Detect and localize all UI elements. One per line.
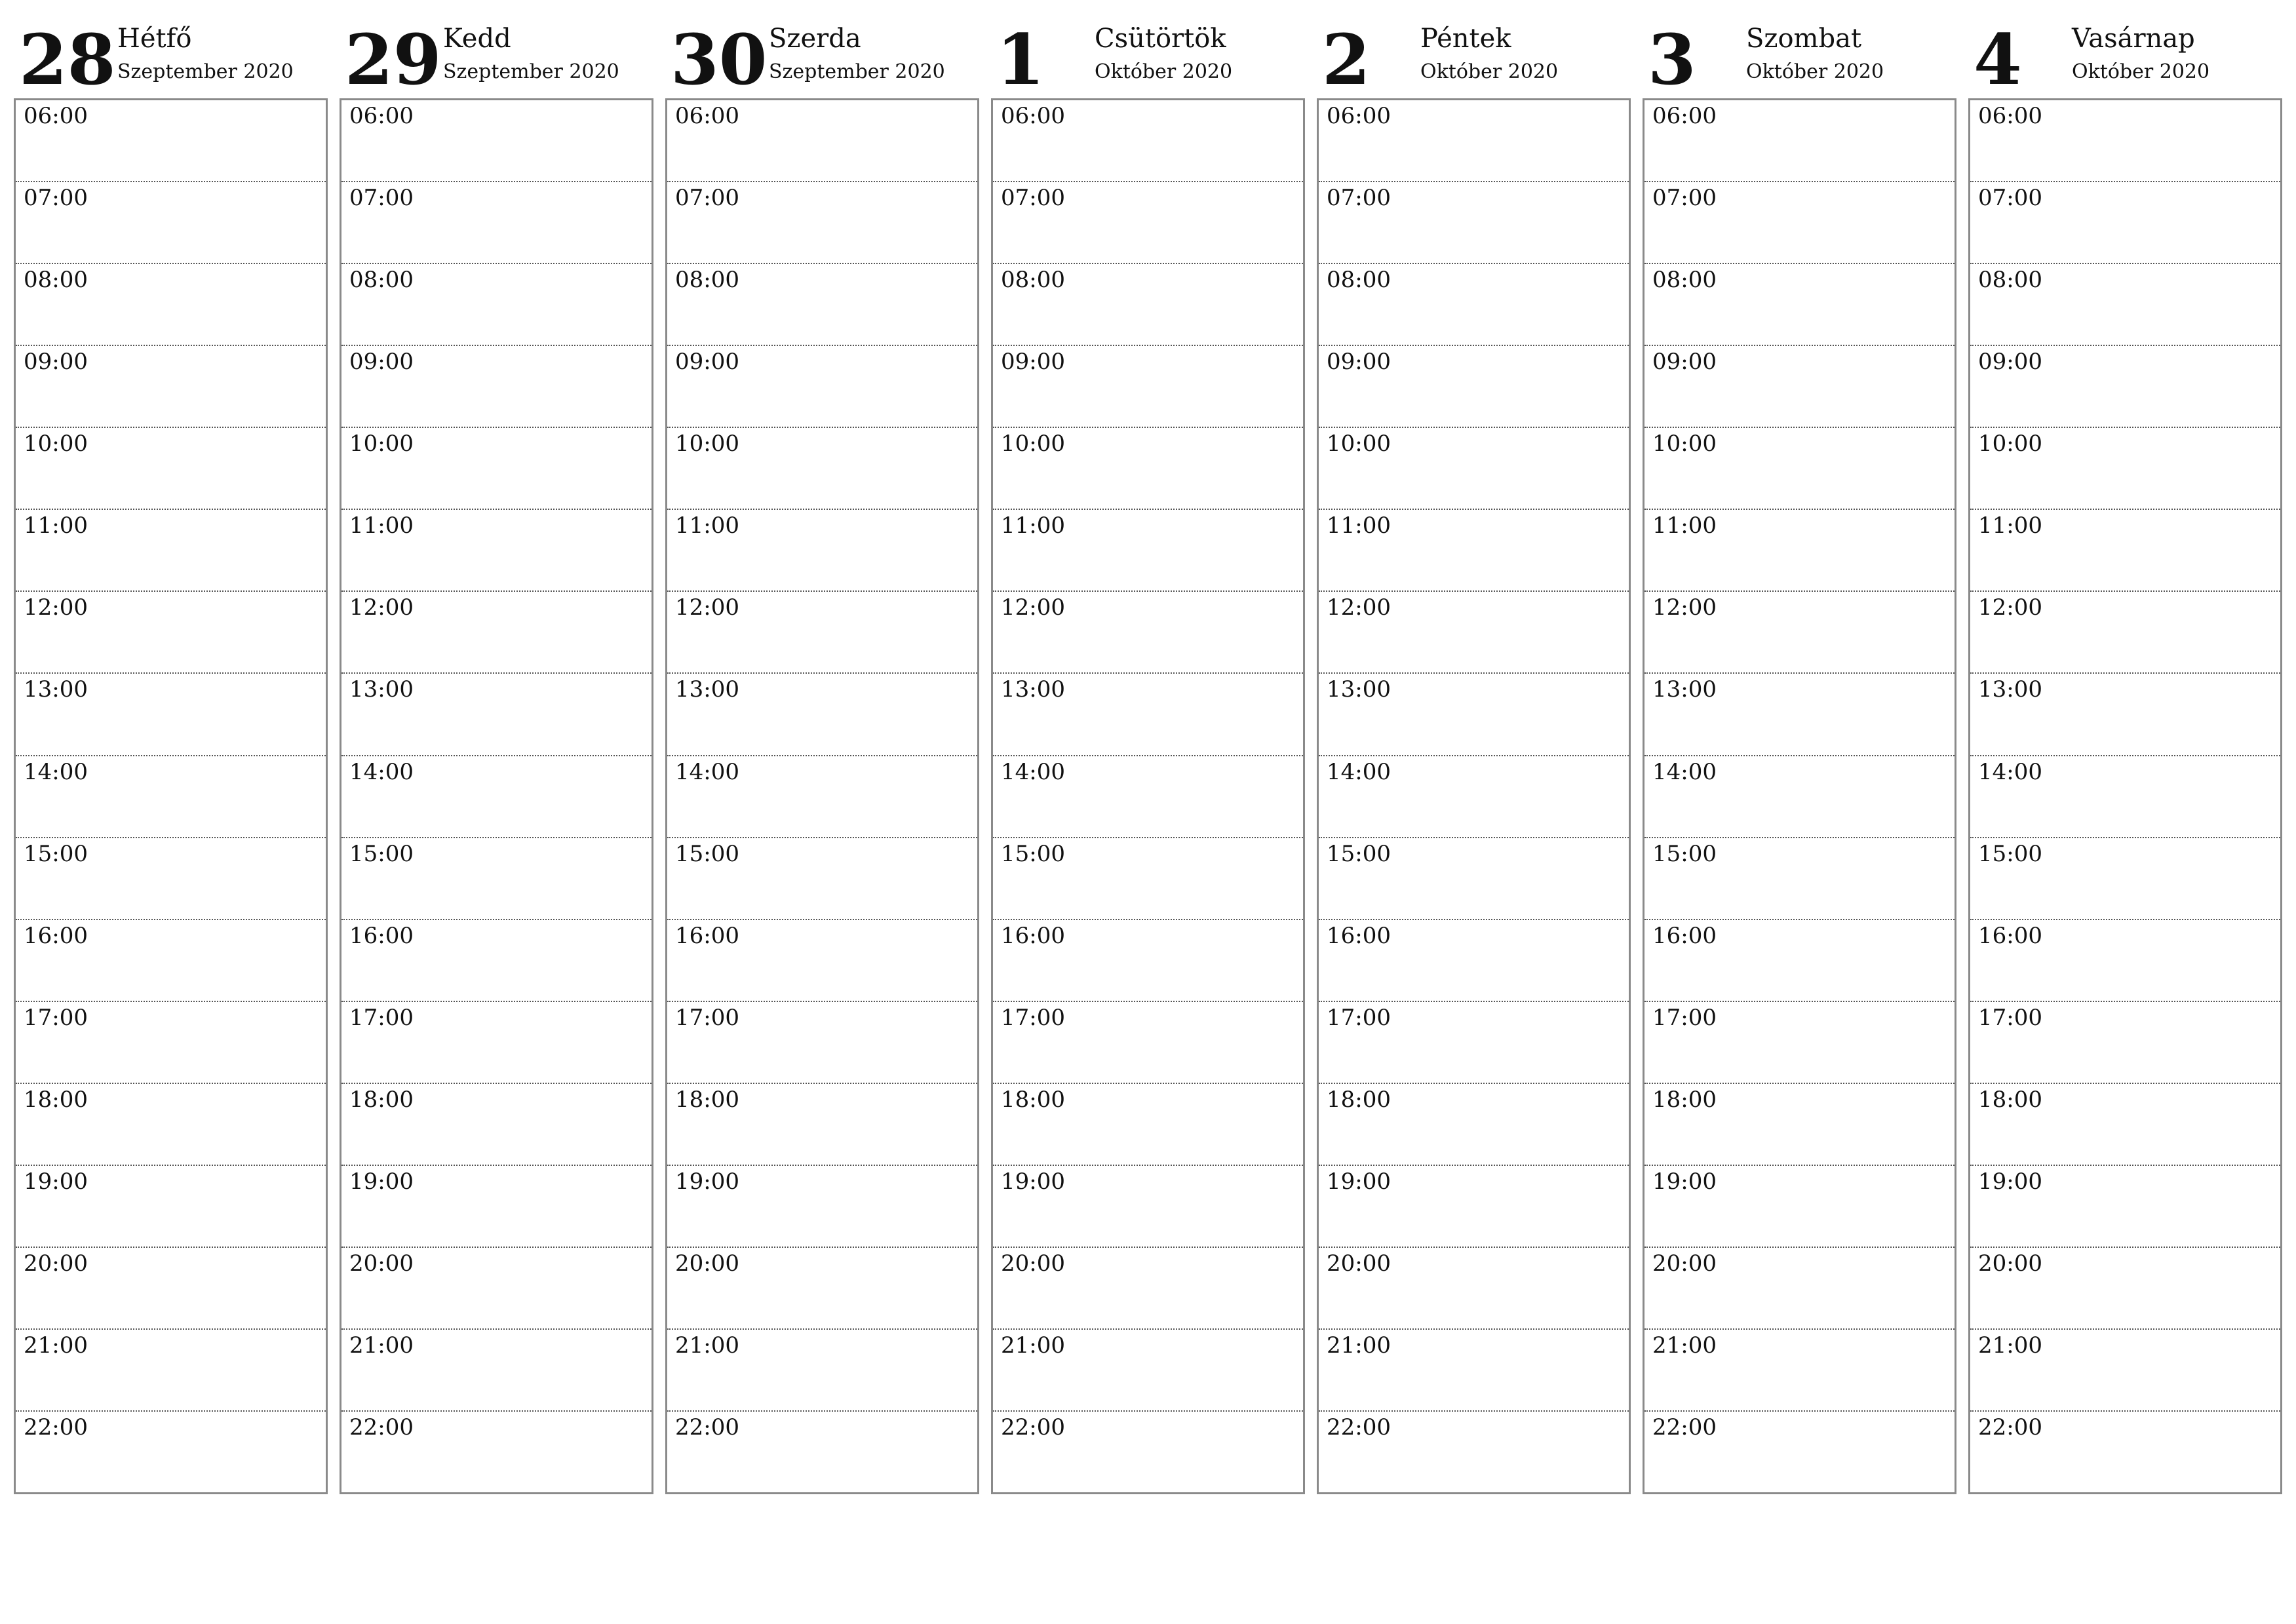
time-label: 12:00 <box>1652 594 1717 621</box>
time-label: 17:00 <box>1652 1004 1717 1031</box>
day-header <box>1643 7 1956 98</box>
time-label: 22:00 <box>675 1414 739 1440</box>
day-header <box>1317 7 1631 98</box>
time-slot[interactable] <box>993 182 1303 264</box>
time-slot[interactable] <box>1970 510 2280 592</box>
time-slot[interactable] <box>16 1330 326 1412</box>
time-slot[interactable] <box>1970 1412 2280 1492</box>
time-label: 07:00 <box>1652 185 1717 212</box>
time-label: 13:00 <box>1978 676 2042 703</box>
time-label: 17:00 <box>1001 1004 1065 1031</box>
time-slot[interactable] <box>1319 1166 1629 1248</box>
time-slot[interactable] <box>341 1330 652 1412</box>
time-slot[interactable] <box>667 756 977 838</box>
time-slot[interactable] <box>1970 1084 2280 1166</box>
time-slot[interactable] <box>993 510 1303 592</box>
time-slot[interactable] <box>1644 1084 1955 1166</box>
time-slot[interactable] <box>16 182 326 264</box>
time-label: 16:00 <box>349 922 414 949</box>
time-slot[interactable] <box>993 1002 1303 1084</box>
time-label: 20:00 <box>1652 1250 1717 1277</box>
time-label: 12:00 <box>349 594 414 621</box>
day-meta <box>1746 24 1884 86</box>
time-slot[interactable] <box>341 592 652 674</box>
day-number: 1 <box>996 18 1045 100</box>
time-label: 21:00 <box>24 1332 88 1359</box>
day-column <box>340 7 653 1501</box>
day-meta <box>443 24 619 86</box>
time-slot[interactable] <box>341 182 652 264</box>
time-slot[interactable] <box>1319 920 1629 1002</box>
time-label: 11:00 <box>24 512 88 539</box>
time-slot[interactable] <box>341 756 652 838</box>
time-label: 12:00 <box>1001 594 1065 621</box>
time-label: 06:00 <box>1001 103 1065 129</box>
time-slot[interactable] <box>1644 756 1955 838</box>
time-label: 14:00 <box>1652 758 1717 785</box>
time-slot[interactable] <box>993 100 1303 182</box>
time-label: 18:00 <box>349 1086 414 1113</box>
time-slot[interactable] <box>1970 838 2280 920</box>
time-label: 10:00 <box>24 431 88 457</box>
time-slot[interactable] <box>16 264 326 346</box>
weekday-label: Vasárnap <box>2072 24 2195 54</box>
time-label: 17:00 <box>1978 1004 2042 1031</box>
time-slot[interactable] <box>341 1084 652 1166</box>
time-label: 19:00 <box>349 1168 414 1195</box>
time-slot[interactable] <box>341 510 652 592</box>
month-year-label: Szeptember 2020 <box>117 60 294 83</box>
time-slot[interactable] <box>1644 428 1955 510</box>
time-slots-box <box>1643 98 1956 1494</box>
time-label: 15:00 <box>675 840 739 867</box>
time-slot[interactable] <box>993 1330 1303 1412</box>
time-slot[interactable] <box>341 346 652 428</box>
time-label: 22:00 <box>24 1414 88 1440</box>
time-slot[interactable] <box>993 920 1303 1002</box>
time-label: 12:00 <box>24 594 88 621</box>
time-slot[interactable] <box>1644 346 1955 428</box>
time-slot[interactable] <box>667 1330 977 1412</box>
time-label: 13:00 <box>1327 676 1391 703</box>
time-label: 19:00 <box>1978 1168 2042 1195</box>
time-slot[interactable] <box>667 1412 977 1492</box>
time-slot[interactable] <box>667 674 977 756</box>
time-slot[interactable] <box>16 674 326 756</box>
weekday-label: Szombat <box>1746 24 1862 54</box>
time-label: 06:00 <box>1978 103 2042 129</box>
time-slot[interactable] <box>1970 592 2280 674</box>
time-label: 10:00 <box>1652 431 1717 457</box>
time-label: 19:00 <box>675 1168 739 1195</box>
time-slot[interactable] <box>1970 428 2280 510</box>
time-label: 18:00 <box>1652 1086 1717 1113</box>
time-slot[interactable] <box>1319 838 1629 920</box>
time-label: 08:00 <box>675 267 739 294</box>
time-label: 13:00 <box>1652 676 1717 703</box>
time-label: 07:00 <box>1001 185 1065 212</box>
day-number: 2 <box>1322 18 1371 100</box>
time-slot[interactable] <box>1644 674 1955 756</box>
time-label: 16:00 <box>1652 922 1717 949</box>
time-label: 08:00 <box>24 267 88 294</box>
time-slot[interactable] <box>1319 510 1629 592</box>
time-label: 15:00 <box>1978 840 2042 867</box>
time-slot[interactable] <box>16 428 326 510</box>
time-slots-box <box>1968 98 2282 1494</box>
time-slot[interactable] <box>16 592 326 674</box>
time-label: 07:00 <box>24 185 88 212</box>
time-slot[interactable] <box>667 428 977 510</box>
time-slot[interactable] <box>16 756 326 838</box>
time-label: 14:00 <box>1327 758 1391 785</box>
time-label: 21:00 <box>675 1332 739 1359</box>
time-label: 09:00 <box>675 349 739 376</box>
time-slot[interactable] <box>667 920 977 1002</box>
time-label: 15:00 <box>349 840 414 867</box>
day-column <box>1317 7 1631 1501</box>
time-slot[interactable] <box>993 428 1303 510</box>
day-meta <box>2072 24 2209 86</box>
time-label: 09:00 <box>1327 349 1391 376</box>
day-number: 30 <box>671 18 768 100</box>
time-slot[interactable] <box>1319 1248 1629 1330</box>
time-slot[interactable] <box>993 346 1303 428</box>
time-slot[interactable] <box>1644 100 1955 182</box>
time-slot[interactable] <box>1319 756 1629 838</box>
time-label: 10:00 <box>1001 431 1065 457</box>
day-number: 3 <box>1648 18 1696 100</box>
time-label: 18:00 <box>1001 1086 1065 1113</box>
month-year-label: Október 2020 <box>1420 60 1559 83</box>
time-slot[interactable] <box>667 592 977 674</box>
day-header <box>14 7 328 98</box>
time-label: 21:00 <box>1652 1332 1717 1359</box>
day-column <box>1643 7 1956 1501</box>
time-slots-box <box>991 98 1305 1494</box>
time-label: 11:00 <box>1652 512 1717 539</box>
time-label: 15:00 <box>1001 840 1065 867</box>
time-label: 12:00 <box>1327 594 1391 621</box>
month-year-label: Szeptember 2020 <box>769 60 945 83</box>
time-label: 19:00 <box>1327 1168 1391 1195</box>
day-number: 28 <box>19 18 116 100</box>
time-label: 15:00 <box>1652 840 1717 867</box>
time-label: 07:00 <box>675 185 739 212</box>
time-slot[interactable] <box>1319 1330 1629 1412</box>
time-slot[interactable] <box>993 1412 1303 1492</box>
weekday-label: Péntek <box>1420 24 1511 54</box>
time-slot[interactable] <box>667 182 977 264</box>
time-slot[interactable] <box>1970 264 2280 346</box>
time-label: 16:00 <box>1327 922 1391 949</box>
time-slot[interactable] <box>667 346 977 428</box>
time-slot[interactable] <box>993 1166 1303 1248</box>
time-slot[interactable] <box>1319 1002 1629 1084</box>
time-slot[interactable] <box>16 838 326 920</box>
time-label: 11:00 <box>675 512 739 539</box>
time-slot[interactable] <box>341 1166 652 1248</box>
time-slot[interactable] <box>1970 1002 2280 1084</box>
time-label: 19:00 <box>1652 1168 1717 1195</box>
time-slot[interactable] <box>993 592 1303 674</box>
day-meta <box>1095 24 1232 86</box>
time-label: 06:00 <box>1652 103 1717 129</box>
time-slot[interactable] <box>1644 1248 1955 1330</box>
time-label: 15:00 <box>24 840 88 867</box>
month-year-label: Október 2020 <box>2072 60 2210 83</box>
time-label: 16:00 <box>1978 922 2042 949</box>
time-label: 19:00 <box>24 1168 88 1195</box>
time-label: 21:00 <box>1978 1332 2042 1359</box>
time-label: 10:00 <box>1978 431 2042 457</box>
time-label: 18:00 <box>675 1086 739 1113</box>
day-number: 29 <box>345 18 442 100</box>
time-label: 16:00 <box>675 922 739 949</box>
time-label: 10:00 <box>1327 431 1391 457</box>
time-slot[interactable] <box>1644 1412 1955 1492</box>
day-column <box>665 7 979 1501</box>
time-label: 21:00 <box>1327 1332 1391 1359</box>
time-label: 09:00 <box>1001 349 1065 376</box>
time-slot[interactable] <box>667 838 977 920</box>
time-slot[interactable] <box>16 920 326 1002</box>
time-slot[interactable] <box>1644 182 1955 264</box>
time-label: 08:00 <box>1001 267 1065 294</box>
day-header <box>1968 7 2282 98</box>
time-label: 20:00 <box>24 1250 88 1277</box>
time-label: 08:00 <box>1327 267 1391 294</box>
weekday-label: Csütörtök <box>1095 24 1226 54</box>
month-year-label: Október 2020 <box>1746 60 1884 83</box>
day-header <box>991 7 1305 98</box>
time-slot[interactable] <box>993 674 1303 756</box>
time-label: 20:00 <box>1327 1250 1391 1277</box>
time-slot[interactable] <box>667 1084 977 1166</box>
time-label: 18:00 <box>1978 1086 2042 1113</box>
day-header <box>340 7 653 98</box>
day-meta <box>117 24 294 86</box>
time-label: 16:00 <box>24 922 88 949</box>
day-column <box>14 7 328 1501</box>
time-label: 13:00 <box>349 676 414 703</box>
time-slot[interactable] <box>16 1084 326 1166</box>
time-label: 22:00 <box>1327 1414 1391 1440</box>
time-slot[interactable] <box>1319 100 1629 182</box>
time-label: 15:00 <box>1327 840 1391 867</box>
time-slot[interactable] <box>1644 1166 1955 1248</box>
time-label: 11:00 <box>1001 512 1065 539</box>
time-slot[interactable] <box>1644 838 1955 920</box>
time-label: 22:00 <box>349 1414 414 1440</box>
time-slot[interactable] <box>341 264 652 346</box>
time-label: 22:00 <box>1978 1414 2042 1440</box>
time-slot[interactable] <box>341 1002 652 1084</box>
time-slot[interactable] <box>1970 346 2280 428</box>
time-slot[interactable] <box>1970 1248 2280 1330</box>
time-slot[interactable] <box>1970 674 2280 756</box>
time-label: 22:00 <box>1652 1414 1717 1440</box>
time-label: 18:00 <box>1327 1086 1391 1113</box>
time-label: 13:00 <box>1001 676 1065 703</box>
month-year-label: Október 2020 <box>1095 60 1233 83</box>
time-label: 09:00 <box>349 349 414 376</box>
time-slot[interactable] <box>667 1166 977 1248</box>
time-label: 17:00 <box>349 1004 414 1031</box>
time-slot[interactable] <box>1644 1330 1955 1412</box>
time-label: 06:00 <box>675 103 739 129</box>
time-slot[interactable] <box>1319 346 1629 428</box>
time-slots-box <box>1317 98 1631 1494</box>
time-slots-box <box>340 98 653 1494</box>
time-slot[interactable] <box>1319 592 1629 674</box>
time-slot[interactable] <box>16 510 326 592</box>
time-slot[interactable] <box>16 346 326 428</box>
time-label: 07:00 <box>1327 185 1391 212</box>
time-slot[interactable] <box>341 920 652 1002</box>
day-column <box>1968 7 2282 1501</box>
time-slots-box <box>14 98 328 1494</box>
time-slot[interactable] <box>1970 182 2280 264</box>
time-label: 22:00 <box>1001 1414 1065 1440</box>
time-slot[interactable] <box>667 100 977 182</box>
time-slot[interactable] <box>1970 756 2280 838</box>
weekday-label: Kedd <box>443 24 511 54</box>
time-label: 13:00 <box>675 676 739 703</box>
time-label: 14:00 <box>1978 758 2042 785</box>
time-label: 21:00 <box>349 1332 414 1359</box>
time-slot[interactable] <box>1319 428 1629 510</box>
time-slot[interactable] <box>667 1002 977 1084</box>
time-slot[interactable] <box>16 1002 326 1084</box>
time-slots-box <box>665 98 979 1494</box>
time-slot[interactable] <box>1644 592 1955 674</box>
time-slot[interactable] <box>993 264 1303 346</box>
time-label: 20:00 <box>675 1250 739 1277</box>
time-label: 10:00 <box>349 431 414 457</box>
time-slot[interactable] <box>1644 264 1955 346</box>
time-label: 07:00 <box>1978 185 2042 212</box>
time-slot[interactable] <box>16 1248 326 1330</box>
day-column <box>991 7 1305 1501</box>
time-slot[interactable] <box>1644 920 1955 1002</box>
time-slot[interactable] <box>1319 1084 1629 1166</box>
time-label: 11:00 <box>1327 512 1391 539</box>
weekly-calendar <box>14 7 2285 1501</box>
time-label: 16:00 <box>1001 922 1065 949</box>
time-label: 08:00 <box>1652 267 1717 294</box>
time-label: 17:00 <box>1327 1004 1391 1031</box>
time-label: 17:00 <box>675 1004 739 1031</box>
time-slot[interactable] <box>993 1084 1303 1166</box>
time-label: 06:00 <box>1327 103 1391 129</box>
time-label: 21:00 <box>1001 1332 1065 1359</box>
time-slot[interactable] <box>16 1412 326 1492</box>
time-label: 17:00 <box>24 1004 88 1031</box>
time-label: 09:00 <box>1652 349 1717 376</box>
time-label: 08:00 <box>349 267 414 294</box>
time-label: 11:00 <box>349 512 414 539</box>
time-slot[interactable] <box>667 510 977 592</box>
time-label: 20:00 <box>349 1250 414 1277</box>
time-slot[interactable] <box>16 100 326 182</box>
day-header <box>665 7 979 98</box>
time-slot[interactable] <box>1319 674 1629 756</box>
time-label: 20:00 <box>1001 1250 1065 1277</box>
time-label: 10:00 <box>675 431 739 457</box>
time-label: 20:00 <box>1978 1250 2042 1277</box>
time-slot[interactable] <box>993 838 1303 920</box>
time-label: 13:00 <box>24 676 88 703</box>
time-slot[interactable] <box>1644 1002 1955 1084</box>
time-slot[interactable] <box>341 1248 652 1330</box>
time-slot[interactable] <box>341 1412 652 1492</box>
time-label: 18:00 <box>24 1086 88 1113</box>
time-label: 12:00 <box>675 594 739 621</box>
time-slot[interactable] <box>667 1248 977 1330</box>
time-slot[interactable] <box>993 1248 1303 1330</box>
time-slot[interactable] <box>993 756 1303 838</box>
time-label: 14:00 <box>349 758 414 785</box>
time-label: 14:00 <box>675 758 739 785</box>
weekday-label: Szerda <box>769 24 861 54</box>
time-label: 12:00 <box>1978 594 2042 621</box>
time-label: 19:00 <box>1001 1168 1065 1195</box>
time-slot[interactable] <box>1970 1330 2280 1412</box>
time-slot[interactable] <box>1319 182 1629 264</box>
time-slot[interactable] <box>1319 1412 1629 1492</box>
time-label: 08:00 <box>1978 267 2042 294</box>
month-year-label: Szeptember 2020 <box>443 60 619 83</box>
time-slot[interactable] <box>1970 1166 2280 1248</box>
time-slot[interactable] <box>1644 510 1955 592</box>
time-label: 14:00 <box>24 758 88 785</box>
time-slot[interactable] <box>1970 920 2280 1002</box>
time-slot[interactable] <box>341 674 652 756</box>
time-slot[interactable] <box>1970 100 2280 182</box>
time-label: 07:00 <box>349 185 414 212</box>
time-slot[interactable] <box>341 428 652 510</box>
time-slot[interactable] <box>667 264 977 346</box>
weekday-label: Hétfő <box>117 24 192 54</box>
day-meta <box>769 24 945 86</box>
time-label: 06:00 <box>24 103 88 129</box>
time-label: 09:00 <box>24 349 88 376</box>
time-label: 09:00 <box>1978 349 2042 376</box>
time-slot[interactable] <box>1319 264 1629 346</box>
time-label: 14:00 <box>1001 758 1065 785</box>
time-label: 11:00 <box>1978 512 2042 539</box>
time-slot[interactable] <box>341 838 652 920</box>
day-number: 4 <box>1974 18 2022 100</box>
time-slot[interactable] <box>16 1166 326 1248</box>
time-label: 06:00 <box>349 103 414 129</box>
time-slot[interactable] <box>341 100 652 182</box>
day-meta <box>1420 24 1558 86</box>
